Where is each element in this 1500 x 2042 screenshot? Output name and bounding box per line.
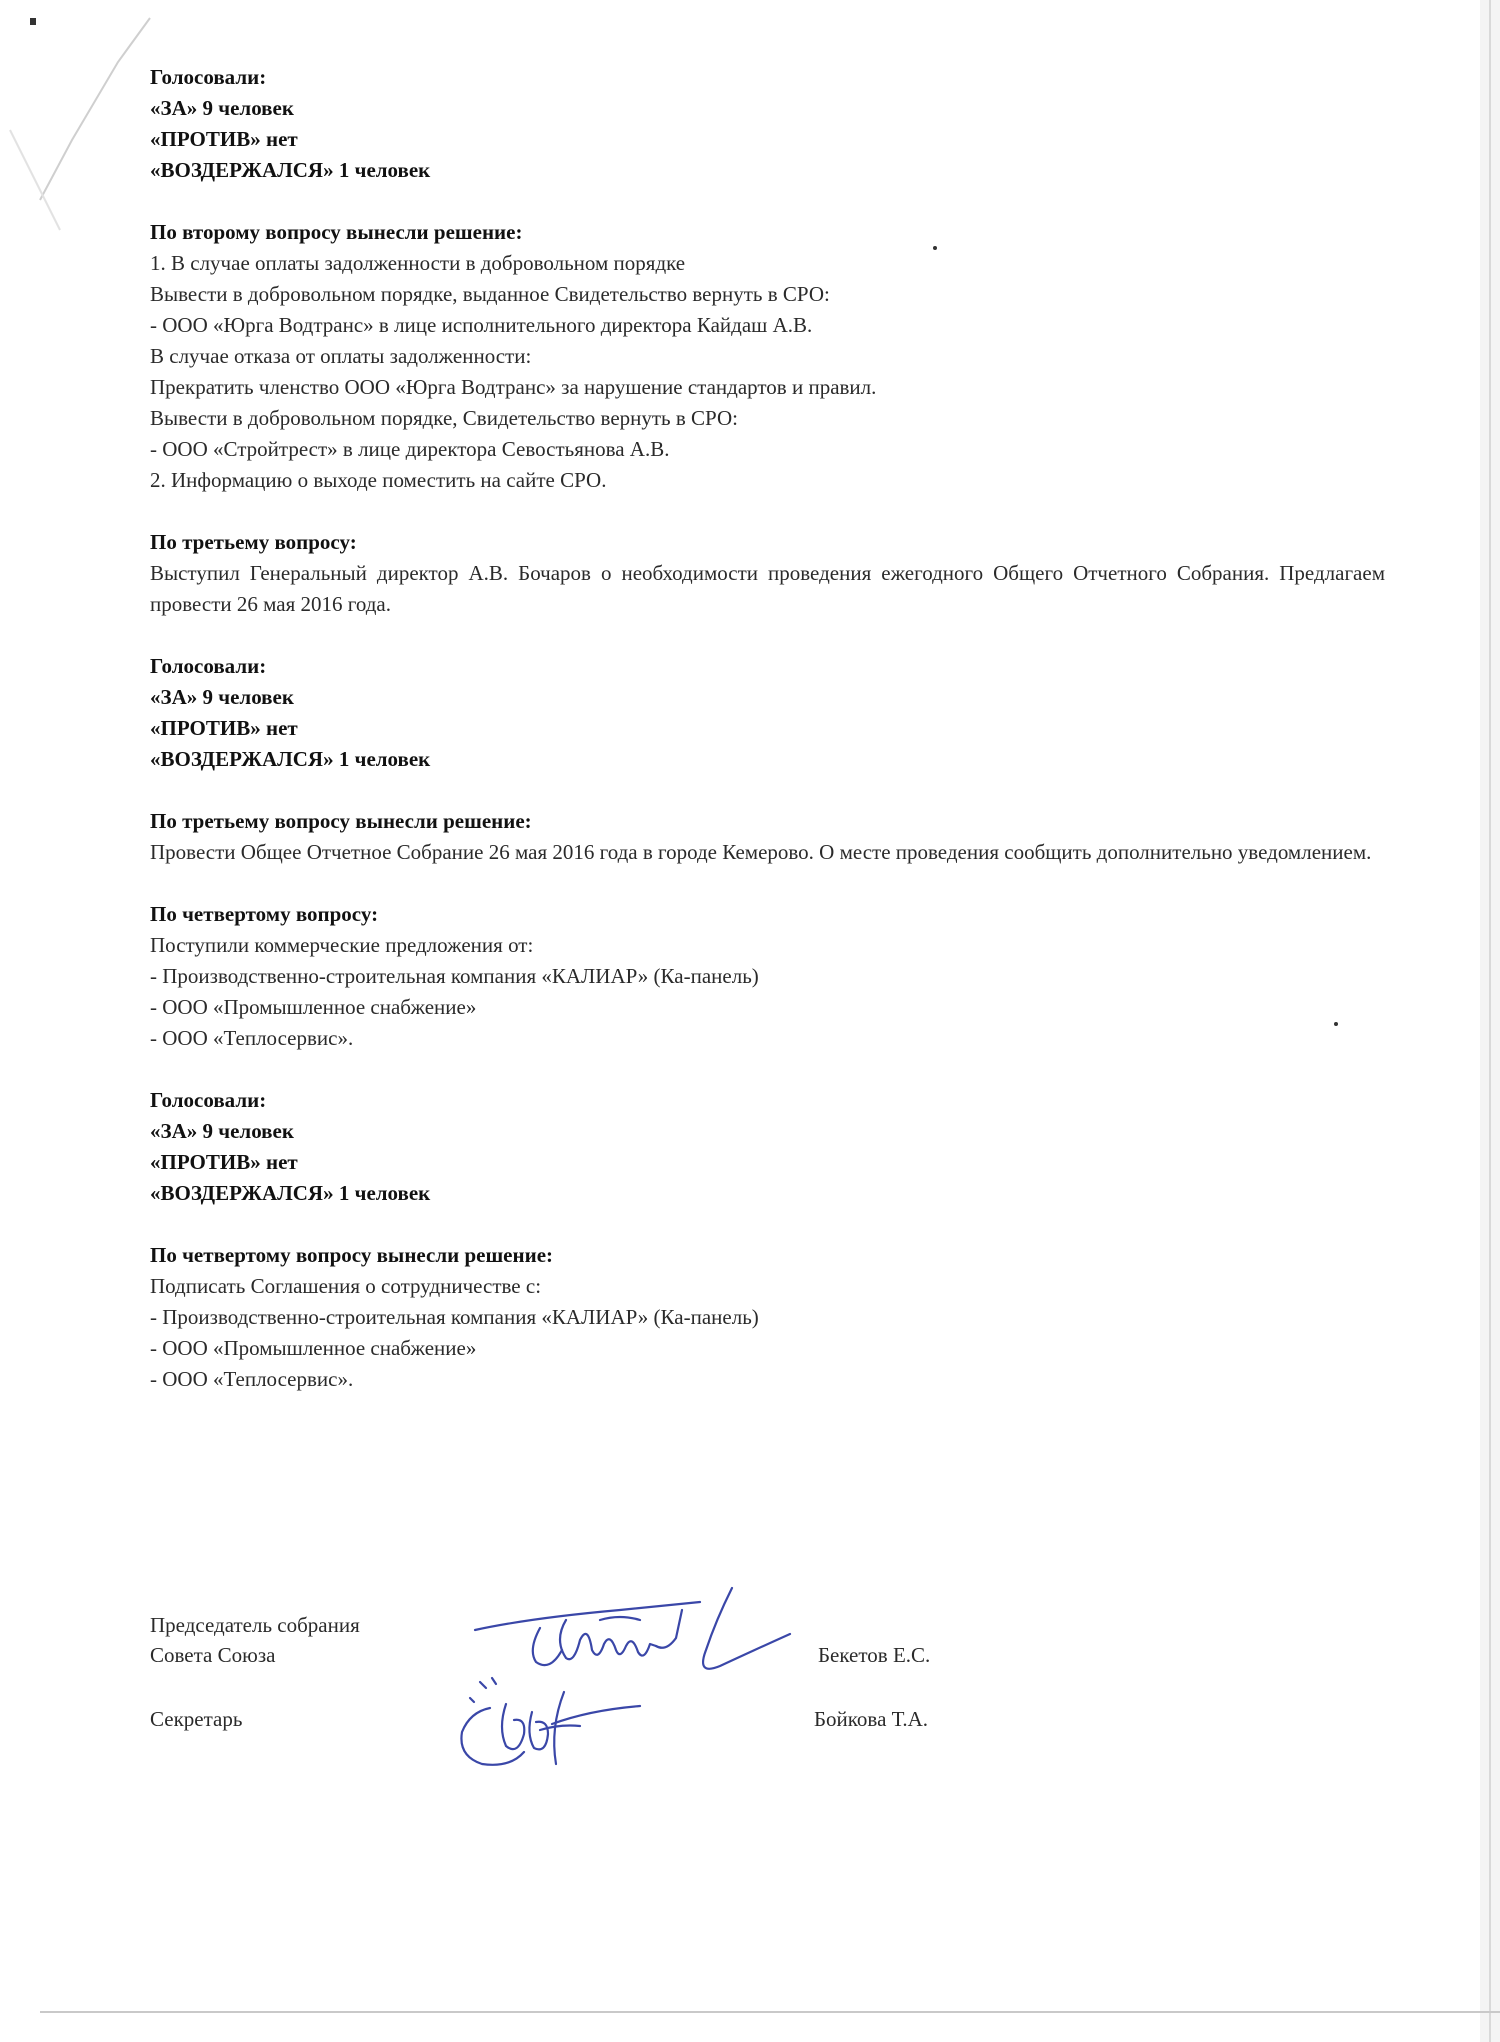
decision2-line: 1. В случае оплаты задолженности в добровольном порядке — [150, 251, 686, 275]
chair-role-line-1: Председатель собрания — [150, 1613, 360, 1637]
vote3-za: «ЗА» 9 человек — [150, 1119, 294, 1143]
secretary-name: Бойкова Т.А. — [814, 1707, 929, 1731]
secretary-role: Секретарь — [150, 1707, 243, 1731]
vote3-protiv: «ПРОТИВ» нет — [150, 1150, 298, 1174]
q4-line: - Производственно-строительная компания «КАЛИАР» (Ка-панель) — [150, 964, 759, 988]
decision4-line: Подписать Соглашения о сотрудничестве с: — [150, 1274, 542, 1298]
q4-title: По четвертому вопросу: — [150, 902, 379, 926]
vote2-vozderzhalsya: «ВОЗДЕРЖАЛСЯ» 1 человек — [150, 747, 431, 771]
vote1-protiv: «ПРОТИВ» нет — [150, 127, 298, 151]
chair-role — [150, 1610, 360, 1670]
secretary-signature-row — [150, 1704, 1385, 1736]
chair-role-line-2: Совета Союза — [150, 1643, 276, 1667]
decision2-title: По второму вопросу вынесли решение: — [150, 220, 523, 244]
decision4-title: По четвертому вопросу вынесли решение: — [150, 1243, 554, 1267]
decision2-line: 2. Информацию о выходе поместить на сайте СРО. — [150, 468, 607, 492]
vote1-title: Голосовали: — [150, 65, 267, 89]
secretary-signature — [440, 1668, 700, 1778]
vote3-title: Голосовали: — [150, 1088, 267, 1112]
decision2-line: В случае отказа от оплаты задолженности: — [150, 344, 532, 368]
decision3-text: Провести Общее Отчетное Собрание 26 мая 2016 года в городе Кемерово. О месте проведения сообщить дополнительно уведомлением. — [150, 840, 1372, 864]
q3-text: Выступил Генеральный директор А.В. Бочаров о необходимости проведения ежегодного Общего Отчетного Собрания. Предлагаем провести 26 мая 2016 года. — [150, 561, 1385, 616]
q4-line: - ООО «Промышленное снабжение» — [150, 995, 477, 1019]
decision4-line: - ООО «Промышленное снабжение» — [150, 1336, 477, 1360]
vote2-za: «ЗА» 9 человек — [150, 685, 294, 709]
q3-title: По третьему вопросу: — [150, 530, 357, 554]
decision4-line: - Производственно-строительная компания «КАЛИАР» (Ка-панель) — [150, 1305, 759, 1329]
chair-name: Бекетов Е.С. — [818, 1643, 931, 1667]
decision2-line: - ООО «Юрга Водтранс» в лице исполнительного директора Кайдаш А.В. — [150, 313, 813, 337]
vote1-za: «ЗА» 9 человек — [150, 96, 294, 120]
q4-line: - ООО «Теплосервис». — [150, 1026, 354, 1050]
decision2-line: Вывести в добровольном порядке, Свидетельство вернуть в СРО: — [150, 406, 738, 430]
vote2-title: Голосовали: — [150, 654, 267, 678]
q4-line: Поступили коммерческие предложения от: — [150, 933, 534, 957]
decision3-title: По третьему вопросу вынесли решение: — [150, 809, 532, 833]
minutes-body — [150, 62, 1385, 1395]
vote2-protiv: «ПРОТИВ» нет — [150, 716, 298, 740]
decision2-line: - ООО «Стройтрест» в лице директора Севостьянова А.В. — [150, 437, 670, 461]
vote1-vozderzhalsya: «ВОЗДЕРЖАЛСЯ» 1 человек — [150, 158, 431, 182]
decision2-line: Вывести в добровольном порядке, выданное Свидетельство вернуть в СРО: — [150, 282, 830, 306]
vote3-vozderzhalsya: «ВОЗДЕРЖАЛСЯ» 1 человек — [150, 1181, 431, 1205]
decision2-line: Прекратить членство ООО «Юрга Водтранс» за нарушение стандартов и правил. — [150, 375, 877, 399]
decision4-line: - ООО «Теплосервис». — [150, 1367, 354, 1391]
